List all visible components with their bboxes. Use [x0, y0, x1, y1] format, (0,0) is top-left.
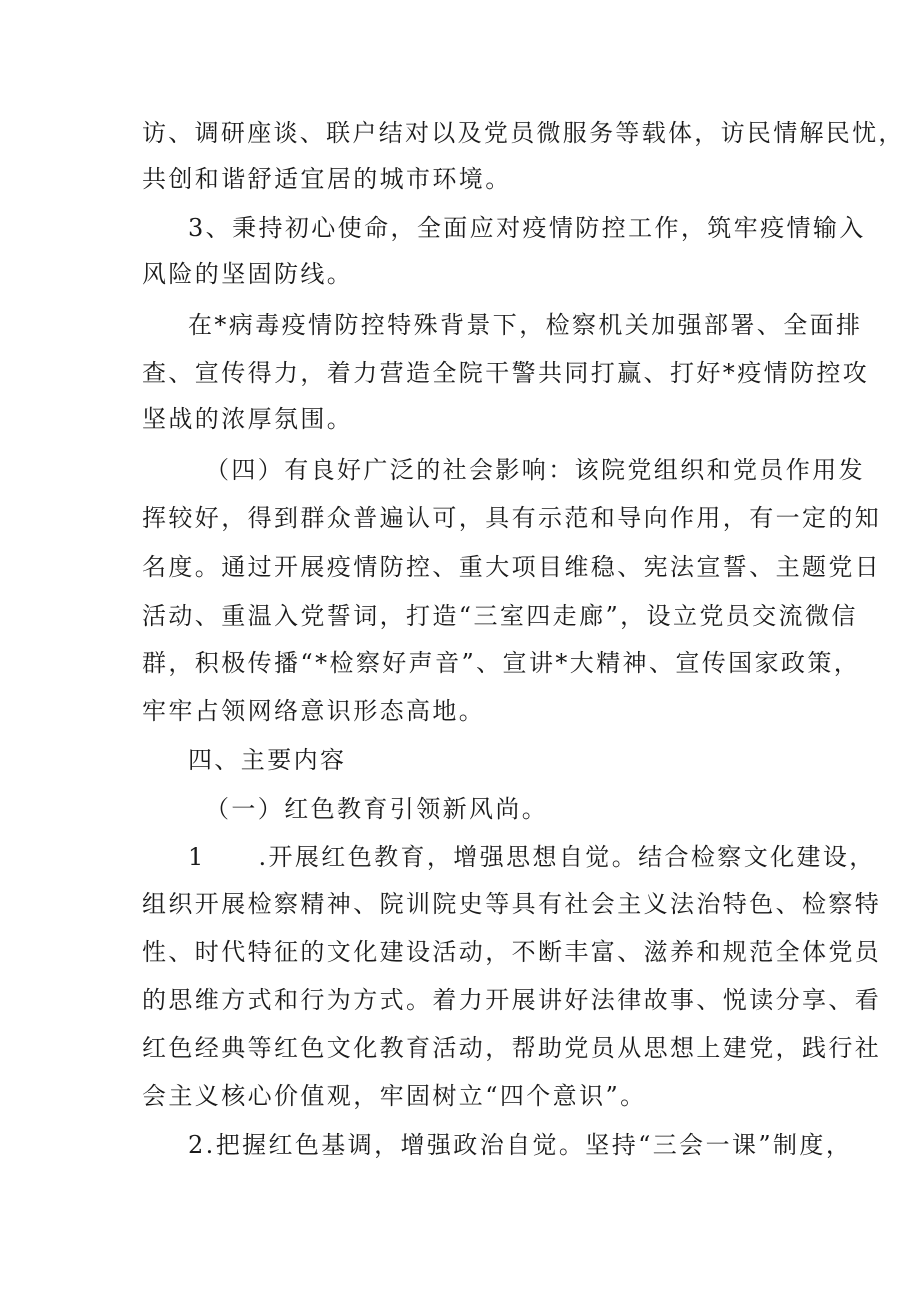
text-line: 访、调研座谈、联户结对以及党员微服务等载体，访民情解民忧，: [142, 119, 905, 147]
text-line: 组织开展检察精神、院训院史等具有社会主义法治特色、检察特: [142, 890, 882, 918]
text-line: 3、秉持初心使命，全面应对疫情防控工作，筑牢疫情输入: [188, 214, 866, 242]
text-line: 性、时代特征的文化建设活动，不断丰富、滋养和规范全体党员: [142, 938, 882, 966]
text-line: 名度。通过开展疫情防控、重大项目维稳、宪法宣誓、主题党日: [142, 553, 882, 581]
text-line: 会主义核心价值观，牢固树立“四个意识”。: [142, 1082, 647, 1110]
text-line: 2.把握红色基调，增强政治自觉。坚持“三会一课”制度，: [188, 1131, 853, 1159]
text-line: 牢牢占领网络意识形态高地。: [142, 697, 486, 725]
section-heading: 四、主要内容: [188, 746, 347, 774]
text-line: 活动、重温入党誓词，打造“三室四走廊”，设立党员交流微信: [142, 602, 858, 630]
text-line: 在*病毒疫情防控特殊背景下，检察机关加强部署、全面排: [188, 311, 863, 339]
subsection-heading: （一）红色教育引领新风尚。: [205, 795, 549, 823]
text-line: 查、宣传得力，着力营造全院干警共同打赢、打好*疫情防控攻: [142, 359, 870, 387]
text-line: 风险的坚固防线。: [142, 260, 354, 288]
text-line: 的思维方式和行为方式。着力开展讲好法律故事、悦读分享、看: [142, 986, 882, 1014]
text-line: 挥较好，得到群众普遍认可，具有示范和导向作用，有一定的知: [142, 504, 882, 532]
text-line: 群，积极传播“*检察好声音”、宣讲*大精神、宣传国家政策，: [142, 649, 861, 677]
text-line: 1 .开展红色教育，增强思想自觉。结合检察文化建设，: [188, 843, 876, 871]
text-line: 共创和谐舒适宜居的城市环境。: [142, 165, 512, 193]
text-line: 红色经典等红色文化教育活动，帮助党员从思想上建党，践行社: [142, 1034, 882, 1062]
text-line: 坚战的浓厚氛围。: [142, 405, 354, 433]
text-line: （四）有良好广泛的社会影响：该院党组织和党员作用发: [205, 456, 865, 484]
